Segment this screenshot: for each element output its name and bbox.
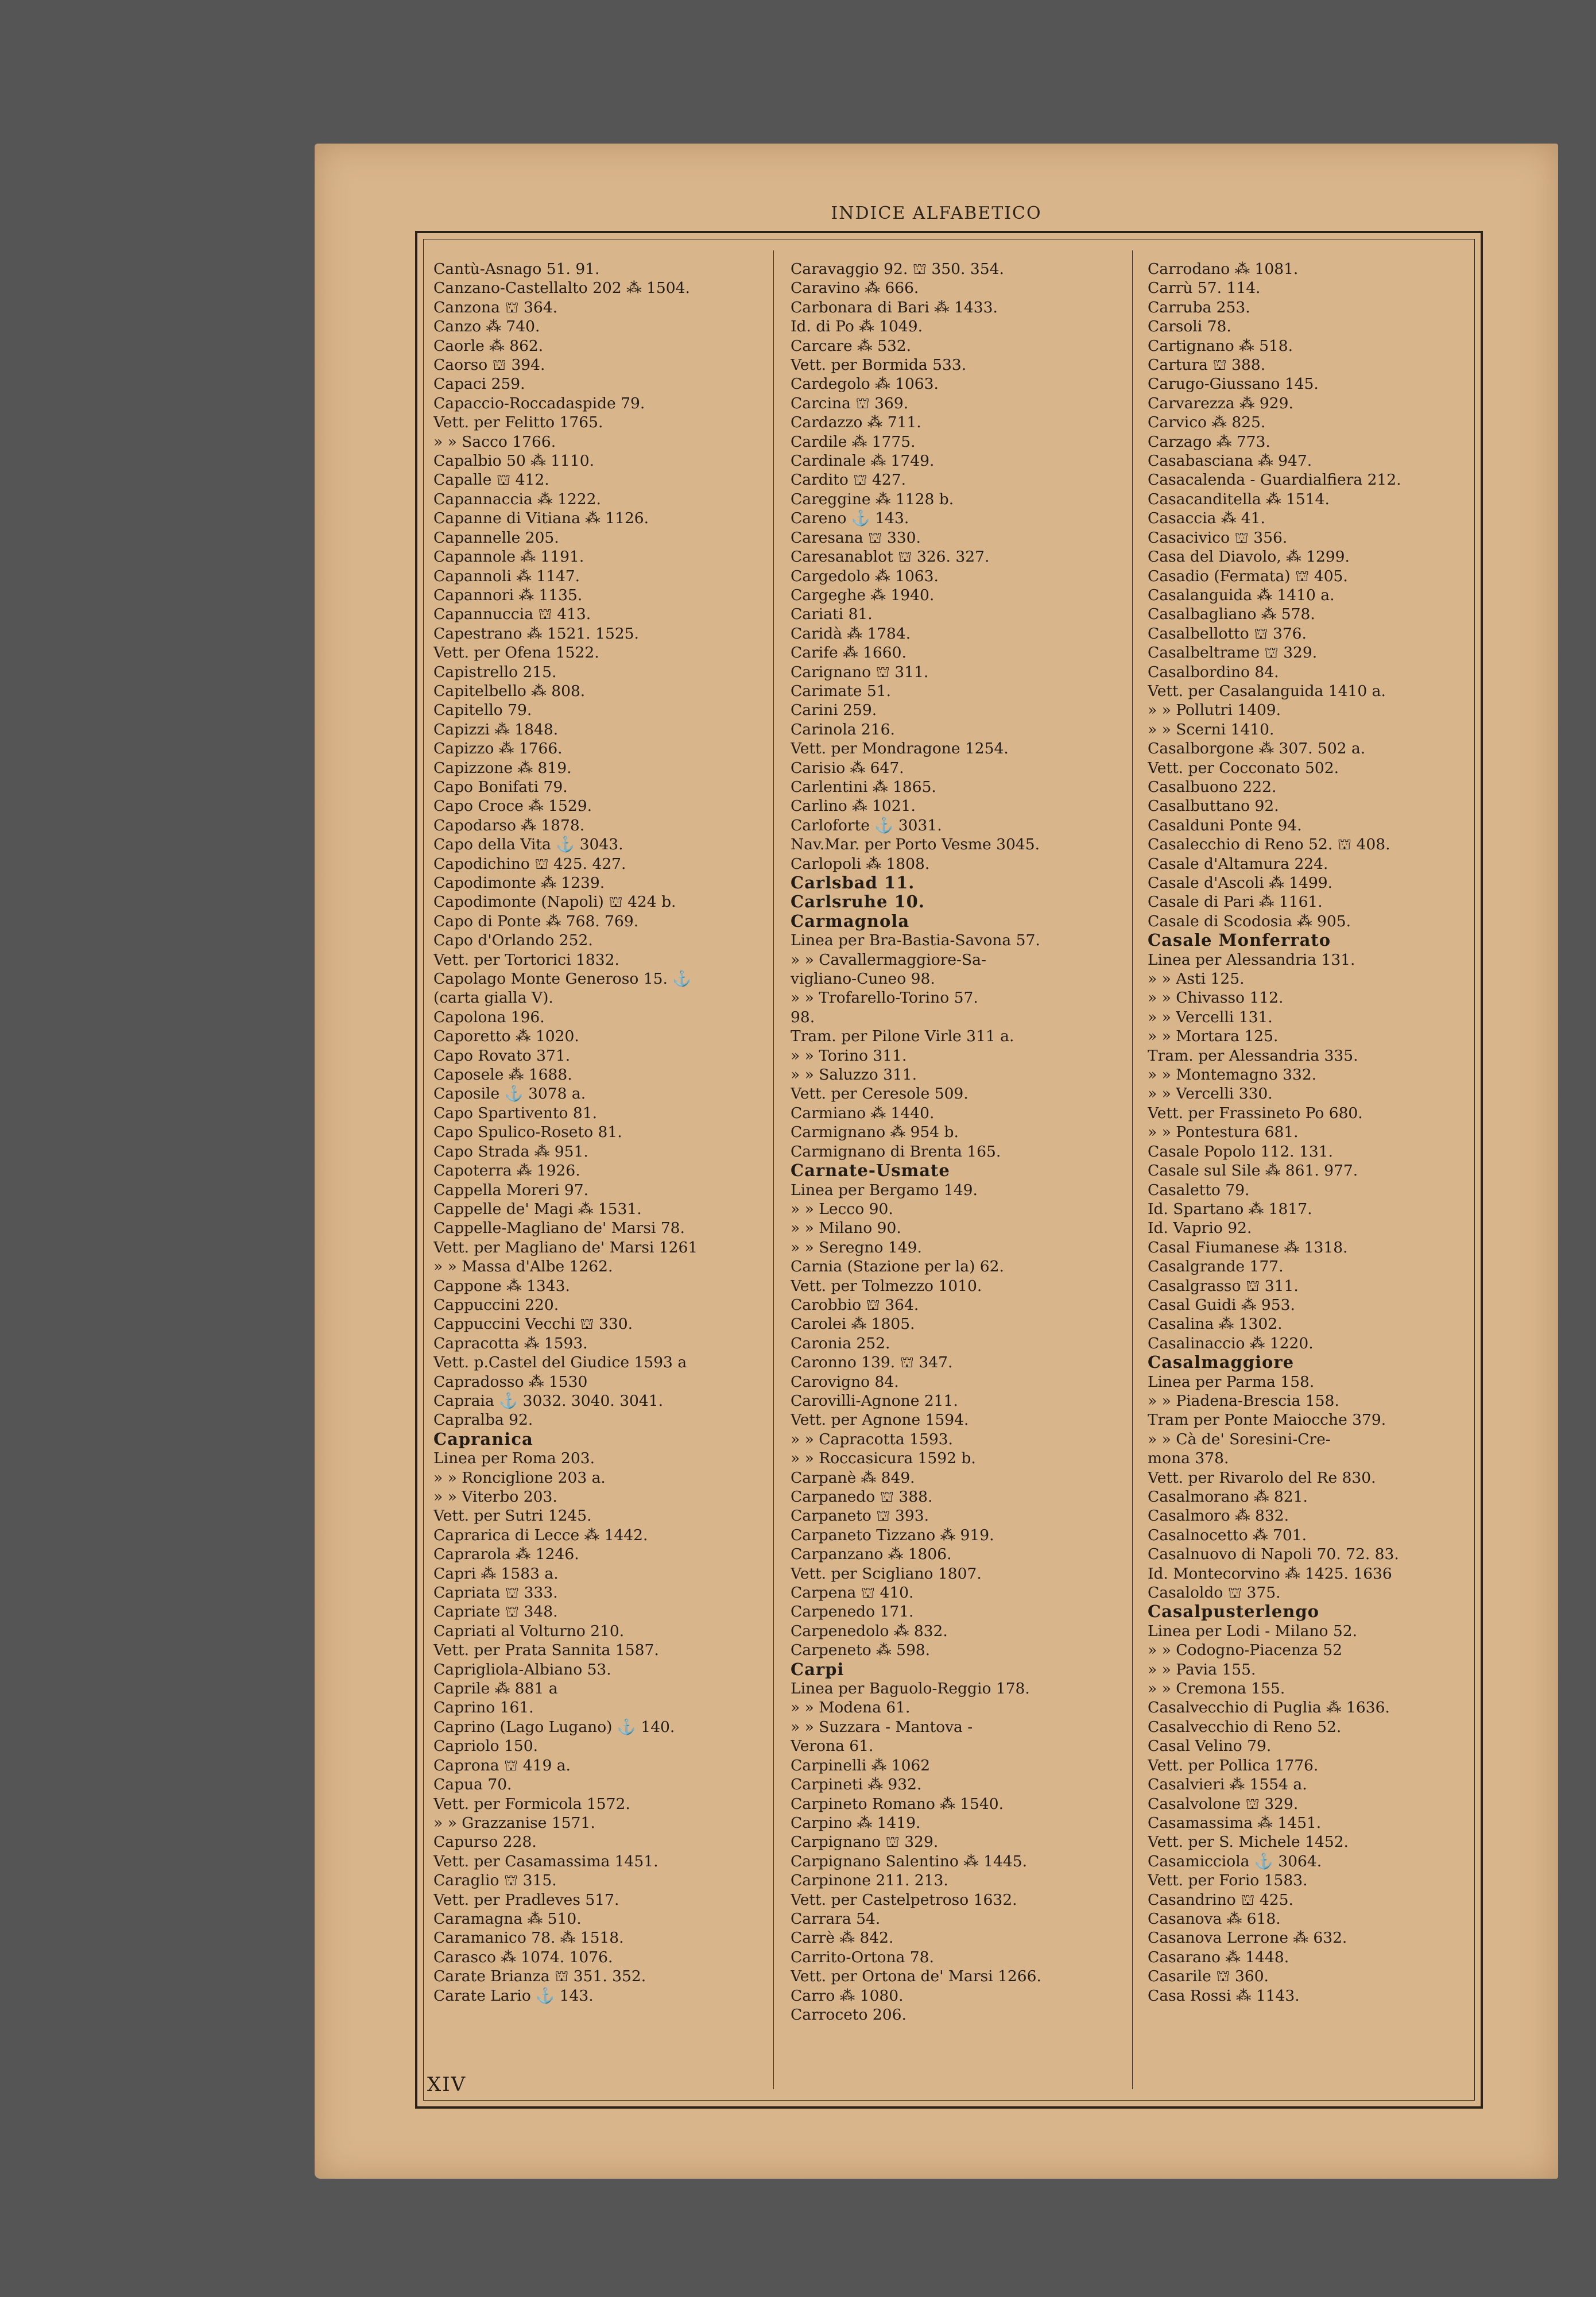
- index-entry: Carimate 51.: [791, 682, 892, 700]
- index-entry: » » Modena 61.: [791, 1699, 911, 1717]
- index-entry: Capolona 196.: [433, 1008, 545, 1026]
- index-entry: Verona 61.: [791, 1737, 874, 1755]
- index-entry: Carpaneto ⛫ 393.: [791, 1507, 929, 1525]
- index-entry: Carrara 54.: [791, 1909, 881, 1928]
- index-entry: Cargeghe ⁂ 1940.: [791, 586, 935, 604]
- index-entry: Casalbeltrame ⛫ 329.: [1148, 644, 1318, 662]
- index-entry: Capalbio 50 ⁂ 1110.: [433, 452, 595, 470]
- index-entry: Caridà ⁂ 1784.: [791, 624, 911, 643]
- index-entry: Capannaccia ⁂ 1222.: [433, 490, 601, 508]
- column-divider-2: [1132, 250, 1133, 2089]
- index-entry: Capo Strada ⁂ 951.: [433, 1142, 588, 1161]
- index-entry: Capo Bonifati 79.: [433, 778, 568, 796]
- index-entry: Capodarso ⁂ 1878.: [433, 816, 585, 834]
- index-entry: Caramanico 78. ⁂ 1518.: [433, 1929, 624, 1947]
- index-entry: Caprarola ⁂ 1246.: [433, 1545, 579, 1564]
- index-entry: Casaccia ⁂ 41.: [1148, 509, 1265, 528]
- index-entry: Careggine ⁂ 1128 b.: [791, 490, 954, 508]
- index-entry: Canzano-Castellalto 202 ⁂ 1504.: [433, 279, 690, 297]
- index-entry: Capo Rovato 371.: [433, 1046, 571, 1065]
- index-entry: Caprigliola-Albiano 53.: [433, 1660, 611, 1679]
- index-entry: Carpaneto Tizzano ⁂ 919.: [791, 1526, 994, 1544]
- index-entry: Casaletto 79.: [1148, 1181, 1250, 1199]
- index-entry: Carpeneto ⁂ 598.: [791, 1641, 931, 1660]
- index-heading: Casalpusterlengo: [1148, 1602, 1319, 1622]
- index-column-3: [1148, 260, 1469, 2005]
- index-entry: Vett. p.Castel del Giudice 1593 a: [433, 1354, 687, 1372]
- index-entry: Casalvolone ⛫ 329.: [1148, 1795, 1299, 1813]
- index-entry: Capoterra ⁂ 1926.: [433, 1162, 580, 1180]
- index-entry: Capriati al Volturno 210.: [433, 1622, 625, 1640]
- index-entry: Carrù 57. 114.: [1148, 279, 1261, 297]
- index-entry: Cardito ⛫ 427.: [791, 471, 906, 489]
- index-entry: Capo Croce ⁂ 1529.: [433, 797, 592, 815]
- index-entry: Carugo-Giussano 145.: [1148, 375, 1319, 393]
- index-entry: Casalborgone ⁂ 307. 502 a.: [1148, 740, 1366, 758]
- index-entry: Id. Montecorvino ⁂ 1425. 1636: [1148, 1564, 1392, 1583]
- index-entry: Casalnuovo di Napoli 70. 72. 83.: [1148, 1545, 1399, 1564]
- index-entry: » » Pollutri 1409.: [1148, 701, 1281, 720]
- index-entry: » » Cremona 155.: [1148, 1680, 1285, 1698]
- index-entry: » » Massa d'Albe 1262.: [433, 1258, 613, 1276]
- index-frame: [415, 231, 1483, 2109]
- index-entry: Caposile ⚓ 3078 a.: [433, 1085, 586, 1103]
- index-entry: Casal Velino 79.: [1148, 1737, 1272, 1755]
- index-entry: Capestrano ⁂ 1521. 1525.: [433, 624, 639, 643]
- index-entry: Vett. per S. Michele 1452.: [1148, 1833, 1349, 1851]
- index-entry: Casacanditella ⁂ 1514.: [1148, 490, 1330, 508]
- index-heading: Carpi: [791, 1660, 845, 1679]
- index-entry: Casabasciana ⁂ 947.: [1148, 452, 1312, 470]
- index-entry: Casal Fiumanese ⁂ 1318.: [1148, 1238, 1348, 1256]
- index-entry: » » Grazzanise 1571.: [433, 1813, 595, 1832]
- index-entry: Carolei ⁂ 1805.: [791, 1315, 915, 1333]
- index-entry: Casamicciola ⚓ 3064.: [1148, 1852, 1322, 1870]
- index-entry: Carpanè ⁂ 849.: [791, 1468, 915, 1487]
- index-entry: Linea per Baguolo-Reggio 178.: [791, 1680, 1030, 1698]
- index-entry: Casanova Lerrone ⁂ 632.: [1148, 1929, 1347, 1947]
- index-entry: Vett. per Frassineto Po 680.: [1148, 1104, 1363, 1122]
- index-entry: Vett. per Bormida 533.: [791, 356, 967, 374]
- index-entry: » » Scerni 1410.: [1148, 720, 1275, 738]
- index-entry: Capralba 92.: [433, 1411, 533, 1429]
- index-entry: mona 378.: [1148, 1449, 1229, 1468]
- index-entry: Carroceto 206.: [791, 2005, 907, 2024]
- index-entry: Vett. per Agnone 1594.: [791, 1411, 969, 1429]
- index-entry: Casanova ⁂ 618.: [1148, 1909, 1281, 1928]
- page-header: INDICE ALFABETICO: [831, 203, 1042, 223]
- index-entry: » » Vercelli 131.: [1148, 1008, 1273, 1026]
- index-entry: » » Suzzara - Mantova -: [791, 1718, 973, 1736]
- index-entry: Caprino (Lago Lugano) ⚓ 140.: [433, 1718, 675, 1736]
- index-entry: Casalvecchio di Puglia ⁂ 1636.: [1148, 1699, 1390, 1717]
- index-entry: Carloforte ⚓ 3031.: [791, 816, 942, 834]
- index-entry: Vett. per Ortona de' Marsi 1266.: [791, 1967, 1041, 1986]
- index-entry: Caramagna ⁂ 510.: [433, 1909, 582, 1928]
- index-entry: Capaccio-Roccadaspide 79.: [433, 394, 645, 412]
- index-entry: Carrè ⁂ 842.: [791, 1929, 894, 1947]
- index-entry: Cappuccini 220.: [433, 1296, 559, 1314]
- index-entry: » » Piadena-Brescia 158.: [1148, 1391, 1339, 1410]
- index-entry: » » Lecco 90.: [791, 1200, 893, 1218]
- index-entry: Carignano ⛫ 311.: [791, 663, 929, 681]
- index-entry: Carmiano ⁂ 1440.: [791, 1104, 935, 1122]
- index-entry: Caprarica di Lecce ⁂ 1442.: [433, 1526, 648, 1544]
- index-entry: Cantù-Asnago 51. 91.: [433, 260, 600, 278]
- index-entry: Tram per Ponte Maiocche 379.: [1148, 1411, 1386, 1429]
- index-entry: Casale di Scodosia ⁂ 905.: [1148, 912, 1351, 930]
- index-entry: Capizzo ⁂ 1766.: [433, 740, 563, 758]
- index-entry: Vett. per Felitto 1765.: [433, 413, 603, 432]
- index-entry: Linea per Bra-Bastia-Savona 57.: [791, 931, 1040, 950]
- index-entry: Carovigno 84.: [791, 1372, 899, 1391]
- index-entry: Vett. per Ofena 1522.: [433, 644, 599, 662]
- index-entry: Carpanedo ⛫ 388.: [791, 1488, 933, 1506]
- index-entry: Vett. per Mondragone 1254.: [791, 740, 1009, 758]
- index-entry: Capriate ⛫ 348.: [433, 1603, 558, 1621]
- index-entry: Caronno 139. ⛫ 347.: [791, 1354, 953, 1372]
- index-entry: vigliano-Cuneo 98.: [791, 970, 935, 988]
- index-entry: Capurso 228.: [433, 1833, 537, 1851]
- index-entry: Carro ⁂ 1080.: [791, 1986, 904, 2005]
- index-entry: » » Codogno-Piacenza 52: [1148, 1641, 1342, 1660]
- index-entry: Capodimonte ⁂ 1239.: [433, 874, 605, 892]
- index-entry: Linea per Lodi - Milano 52.: [1148, 1622, 1358, 1640]
- index-entry: Carpenedo 171.: [791, 1603, 914, 1621]
- index-entry: Vett. per Tolmezzo 1010.: [791, 1277, 982, 1295]
- index-entry: Carpanzano ⁂ 1806.: [791, 1545, 952, 1564]
- index-entry: Casandrino ⛫ 425.: [1148, 1890, 1293, 1909]
- index-entry: Careno ⚓ 143.: [791, 509, 909, 528]
- index-entry: Carlino ⁂ 1021.: [791, 797, 916, 815]
- index-entry: Capo della Vita ⚓ 3043.: [433, 836, 623, 854]
- index-entry: Casaloldo ⛫ 375.: [1148, 1584, 1281, 1602]
- index-entry: Carzago ⁂ 773.: [1148, 432, 1270, 451]
- index-entry: Capizzone ⁂ 819.: [433, 759, 572, 777]
- index-entry: » » Chivasso 112.: [1148, 989, 1284, 1007]
- index-entry: Cardile ⁂ 1775.: [791, 432, 916, 451]
- index-entry: Cartignano ⁂ 518.: [1148, 337, 1293, 355]
- index-entry: Capua 70.: [433, 1776, 512, 1794]
- index-entry: » » Saluzzo 311.: [791, 1066, 917, 1084]
- index-entry: Cappelle-Magliano de' Marsi 78.: [433, 1219, 685, 1238]
- index-entry: Capri ⁂ 1583 a.: [433, 1564, 559, 1583]
- index-entry: Casalmoro ⁂ 832.: [1148, 1507, 1289, 1525]
- index-entry: Cappone ⁂ 1343.: [433, 1277, 570, 1295]
- index-entry: Carpenedolo ⁂ 832.: [791, 1622, 948, 1640]
- index-entry: Vett. per Pradleves 517.: [433, 1890, 619, 1909]
- index-heading: Casale Monferrato: [1148, 931, 1331, 950]
- index-entry: Carcare ⁂ 532.: [791, 337, 912, 355]
- index-entry: Caorle ⁂ 862.: [433, 337, 544, 355]
- index-entry: Carlentini ⁂ 1865.: [791, 778, 936, 796]
- index-entry: Carpineto Romano ⁂ 1540.: [791, 1795, 1004, 1813]
- index-entry: Capradosso ⁂ 1530: [433, 1372, 588, 1391]
- index-entry: Cappuccini Vecchi ⛫ 330.: [433, 1315, 633, 1333]
- index-entry: Casalbordino 84.: [1148, 663, 1279, 681]
- index-entry: Carvarezza ⁂ 929.: [1148, 394, 1293, 412]
- index-entry: » » Roccasicura 1592 b.: [791, 1449, 976, 1468]
- index-entry: » » Trofarello-Torino 57.: [791, 989, 978, 1007]
- index-entry: Vett. per Forio 1583.: [1148, 1871, 1308, 1890]
- index-entry: Casalina ⁂ 1302.: [1148, 1315, 1283, 1333]
- index-entry: Vett. per Tortorici 1832.: [433, 950, 619, 969]
- index-entry: Carmignano di Brenta 165.: [791, 1142, 1001, 1161]
- index-entry: Cardegolo ⁂ 1063.: [791, 375, 939, 393]
- index-entry: Capalle ⛫ 412.: [433, 471, 549, 489]
- index-entry: Carsoli 78.: [1148, 318, 1231, 336]
- index-entry: Caraglio ⛫ 315.: [433, 1871, 557, 1890]
- index-entry: Casalvieri ⁂ 1554 a.: [1148, 1776, 1307, 1794]
- index-entry: Carbonara di Bari ⁂ 1433.: [791, 298, 998, 316]
- index-entry: Carcina ⛫ 369.: [791, 394, 909, 412]
- index-entry: Vett. per Scigliano 1807.: [791, 1564, 982, 1583]
- index-entry: Nav.Mar. per Porto Vesme 3045.: [791, 836, 1040, 854]
- index-entry: Capodichino ⛫ 425. 427.: [433, 854, 626, 873]
- index-entry: » » Sacco 1766.: [433, 432, 556, 451]
- index-entry: Casalgrande 177.: [1148, 1258, 1284, 1276]
- index-entry: Caorso ⛫ 394.: [433, 356, 545, 374]
- index-entry: Capriolo 150.: [433, 1737, 538, 1755]
- index-entry: Canzona ⛫ 364.: [433, 298, 558, 316]
- index-entry: Casalanguida ⁂ 1410 a.: [1148, 586, 1335, 604]
- index-entry: Vett. per Castelpetroso 1632.: [791, 1890, 1017, 1909]
- index-entry: Cargedolo ⁂ 1063.: [791, 567, 939, 585]
- index-entry: Vett. per Rivarolo del Re 830.: [1148, 1468, 1376, 1487]
- index-entry: Casalmorano ⁂ 821.: [1148, 1488, 1308, 1506]
- index-entry: Carruba 253.: [1148, 298, 1250, 316]
- index-entry: » » Cavallermaggiore-Sa-: [791, 950, 986, 969]
- index-entry: Vett. per Casamassima 1451.: [433, 1852, 658, 1870]
- index-entry: » » Asti 125.: [1148, 970, 1245, 988]
- index-heading: Carlsbad 11.: [791, 873, 915, 892]
- index-entry: Id. Spartano ⁂ 1817.: [1148, 1200, 1312, 1218]
- index-entry: Carini 259.: [791, 701, 877, 720]
- index-entry: Carpena ⛫ 410.: [791, 1584, 914, 1602]
- index-entry: (carta gialla V).: [433, 989, 553, 1007]
- index-entry: Capodimonte (Napoli) ⛫ 424 b.: [433, 893, 676, 911]
- index-entry: Capracotta ⁂ 1593.: [433, 1334, 588, 1352]
- index-entry: » » Capracotta 1593.: [791, 1430, 953, 1448]
- index-entry: » » Cà de' Soresini-Cre-: [1148, 1430, 1331, 1448]
- index-entry: Carrodano ⁂ 1081.: [1148, 260, 1299, 278]
- index-entry: Caporetto ⁂ 1020.: [433, 1027, 579, 1046]
- index-entry: Capitello 79.: [433, 701, 532, 720]
- index-entry: Casalvecchio di Reno 52.: [1148, 1718, 1342, 1736]
- index-entry: Cariati 81.: [791, 605, 873, 624]
- index-entry: Cappella Moreri 97.: [433, 1181, 589, 1199]
- index-entry: Vett. per Ceresole 509.: [791, 1085, 969, 1103]
- index-entry: Carpino ⁂ 1419.: [791, 1813, 921, 1832]
- index-heading: Carmagnola: [791, 911, 910, 931]
- index-column-2: [791, 260, 1129, 2024]
- index-entry: Capizzi ⁂ 1848.: [433, 720, 559, 738]
- index-entry: Capo Spartivento 81.: [433, 1104, 598, 1122]
- index-entry: Casalgrasso ⛫ 311.: [1148, 1277, 1299, 1295]
- index-heading: Carnate-Usmate: [791, 1161, 950, 1181]
- index-heading: Carlsruhe 10.: [791, 892, 925, 912]
- index-entry: Capolago Monte Generoso 15. ⚓: [433, 970, 692, 988]
- index-entry: » » Pavia 155.: [1148, 1660, 1256, 1679]
- index-entry: Linea per Alessandria 131.: [1148, 950, 1355, 969]
- index-entry: Caprino 161.: [433, 1699, 534, 1717]
- index-entry: Carovilli-Agnone 211.: [791, 1391, 958, 1410]
- index-entry: Carpignano Salentino ⁂ 1445.: [791, 1852, 1027, 1870]
- index-entry: » » Montemagno 332.: [1148, 1066, 1317, 1084]
- index-entry: Casamassima ⁂ 1451.: [1148, 1813, 1322, 1832]
- page-number: XIV: [427, 2073, 467, 2096]
- index-entry: Carate Lario ⚓ 143.: [433, 1986, 594, 2005]
- index-entry: Capriata ⛫ 333.: [433, 1584, 558, 1602]
- index-entry: Capannole ⁂ 1191.: [433, 548, 584, 566]
- index-entry: Casacalenda - Guardialfiera 212.: [1148, 471, 1401, 489]
- index-entry: Casale di Pari ⁂ 1161.: [1148, 893, 1323, 911]
- index-entry: Casalbuttano 92.: [1148, 797, 1279, 815]
- index-entry: Casalnocetto ⁂ 701.: [1148, 1526, 1307, 1544]
- index-entry: 98.: [791, 1008, 815, 1026]
- index-entry: Vett. per Magliano de' Marsi 1261: [433, 1238, 698, 1256]
- index-entry: Capo Spulico-Roseto 81.: [433, 1123, 622, 1142]
- index-entry: Carmignano ⁂ 954 b.: [791, 1123, 959, 1142]
- index-entry: Capanne di Vitiana ⁂ 1126.: [433, 509, 649, 528]
- index-entry: Linea per Bergamo 149.: [791, 1181, 978, 1199]
- index-entry: Vett. per Formicola 1572.: [433, 1795, 630, 1813]
- index-entry: Caprile ⁂ 881 a: [433, 1680, 558, 1698]
- index-entry: Casale Popolo 112. 131.: [1148, 1142, 1333, 1161]
- index-column-1: [433, 260, 761, 2005]
- index-entry: Caronia 252.: [791, 1334, 890, 1352]
- index-entry: » » Torino 311.: [791, 1046, 907, 1065]
- index-entry: Capaci 259.: [433, 375, 525, 393]
- index-entry: Capistrello 215.: [433, 663, 557, 681]
- index-entry: Carrito-Ortona 78.: [791, 1948, 934, 1966]
- index-entry: Carife ⁂ 1660.: [791, 644, 907, 662]
- index-entry: Carobbio ⛫ 364.: [791, 1296, 919, 1314]
- index-entry: » » Mortara 125.: [1148, 1027, 1279, 1046]
- index-entry: Caravaggio 92. ⛫ 350. 354.: [791, 260, 1004, 278]
- index-entry: Casalinaccio ⁂ 1220.: [1148, 1334, 1314, 1352]
- index-entry: Casale d'Altamura 224.: [1148, 854, 1328, 873]
- index-entry: Casal Guidi ⁂ 953.: [1148, 1296, 1295, 1314]
- index-entry: Caravino ⁂ 666.: [791, 279, 919, 297]
- index-entry: Casarano ⁂ 1448.: [1148, 1948, 1289, 1966]
- index-entry: Capo di Ponte ⁂ 768. 769.: [433, 912, 639, 930]
- index-entry: Id. Vaprio 92.: [1148, 1219, 1252, 1238]
- index-entry: Vett. per Pollica 1776.: [1148, 1756, 1319, 1774]
- book-page: [315, 144, 1558, 2179]
- index-entry: Linea per Parma 158.: [1148, 1372, 1315, 1391]
- index-entry: Casa Rossi ⁂ 1143.: [1148, 1986, 1300, 2005]
- index-entry: Capannoli ⁂ 1147.: [433, 567, 580, 585]
- index-heading: Capranica: [433, 1429, 533, 1449]
- index-entry: Casalduni Ponte 94.: [1148, 816, 1302, 834]
- index-entry: Cappelle de' Magi ⁂ 1531.: [433, 1200, 642, 1218]
- index-heading: Casalmaggiore: [1148, 1353, 1295, 1372]
- index-entry: Vett. per Prata Sannita 1587.: [433, 1641, 659, 1660]
- index-entry: » » Ronciglione 203 a.: [433, 1468, 606, 1487]
- index-entry: Carate Brianza ⛫ 351. 352.: [433, 1967, 646, 1986]
- index-entry: Casacivico ⛫ 356.: [1148, 528, 1288, 547]
- index-entry: Carisio ⁂ 647.: [791, 759, 904, 777]
- index-entry: Casalbagliano ⁂ 578.: [1148, 605, 1315, 624]
- index-entry: Id. di Po ⁂ 1049.: [791, 318, 923, 336]
- index-entry: Carpinone 211. 213.: [791, 1871, 948, 1890]
- index-entry: Linea per Roma 203.: [433, 1449, 595, 1468]
- index-entry: Cardazzo ⁂ 711.: [791, 413, 921, 432]
- index-entry: Caposele ⁂ 1688.: [433, 1066, 572, 1084]
- index-entry: Carnia (Stazione per la) 62.: [791, 1258, 1004, 1276]
- index-entry: Caresanablot ⛫ 326. 327.: [791, 548, 990, 566]
- index-entry: Carlopoli ⁂ 1808.: [791, 854, 930, 873]
- index-entry: Caresana ⛫ 330.: [791, 528, 921, 547]
- index-entry: Vett. per Sutri 1245.: [433, 1507, 592, 1525]
- index-entry: Capannuccia ⛫ 413.: [433, 605, 591, 624]
- index-entry: Vett. per Cocconato 502.: [1148, 759, 1339, 777]
- index-entry: Casalbuono 222.: [1148, 778, 1277, 796]
- column-divider-1: [773, 250, 774, 2089]
- index-entry: Tram. per Pilone Virle 311 a.: [791, 1027, 1014, 1046]
- index-entry: Casalbellotto ⛫ 376.: [1148, 624, 1307, 643]
- index-entry: Casa del Diavolo, ⁂ 1299.: [1148, 548, 1350, 566]
- index-entry: Carasco ⁂ 1074. 1076.: [433, 1948, 613, 1966]
- index-entry: Cardinale ⁂ 1749.: [791, 452, 935, 470]
- index-entry: Carinola 216.: [791, 720, 895, 738]
- index-entry: Carvico ⁂ 825.: [1148, 413, 1266, 432]
- index-entry: Capannelle 205.: [433, 528, 559, 547]
- index-entry: Capitelbello ⁂ 808.: [433, 682, 586, 700]
- index-entry: Casalecchio di Reno 52. ⛫ 408.: [1148, 836, 1390, 854]
- index-entry: Casale d'Ascoli ⁂ 1499.: [1148, 874, 1332, 892]
- index-entry: » » Seregno 149.: [791, 1238, 922, 1256]
- index-entry: Capraia ⚓ 3032. 3040. 3041.: [433, 1391, 664, 1410]
- index-entry: Tram. per Alessandria 335.: [1148, 1046, 1358, 1065]
- index-entry: Casadio (Fermata) ⛫ 405.: [1148, 567, 1348, 585]
- index-entry: Carpineti ⁂ 932.: [791, 1776, 922, 1794]
- index-entry: Capannori ⁂ 1135.: [433, 586, 583, 604]
- index-entry: Carpignano ⛫ 329.: [791, 1833, 939, 1851]
- index-entry: » » Viterbo 203.: [433, 1488, 557, 1506]
- index-entry: Canzo ⁂ 740.: [433, 318, 540, 336]
- index-entry: Casale sul Sile ⁂ 861. 977.: [1148, 1162, 1358, 1180]
- index-entry: Capo d'Orlando 252.: [433, 931, 593, 950]
- index-entry: Vett. per Casalanguida 1410 a.: [1148, 682, 1386, 700]
- index-entry: Casarile ⛫ 360.: [1148, 1967, 1269, 1986]
- index-entry: » » Vercelli 330.: [1148, 1085, 1273, 1103]
- index-entry: Carpinelli ⁂ 1062: [791, 1756, 931, 1774]
- index-entry: Caprona ⛫ 419 a.: [433, 1756, 571, 1774]
- index-entry: » » Pontestura 681.: [1148, 1123, 1299, 1142]
- index-entry: Cartura ⛫ 388.: [1148, 356, 1266, 374]
- index-entry: » » Milano 90.: [791, 1219, 901, 1238]
